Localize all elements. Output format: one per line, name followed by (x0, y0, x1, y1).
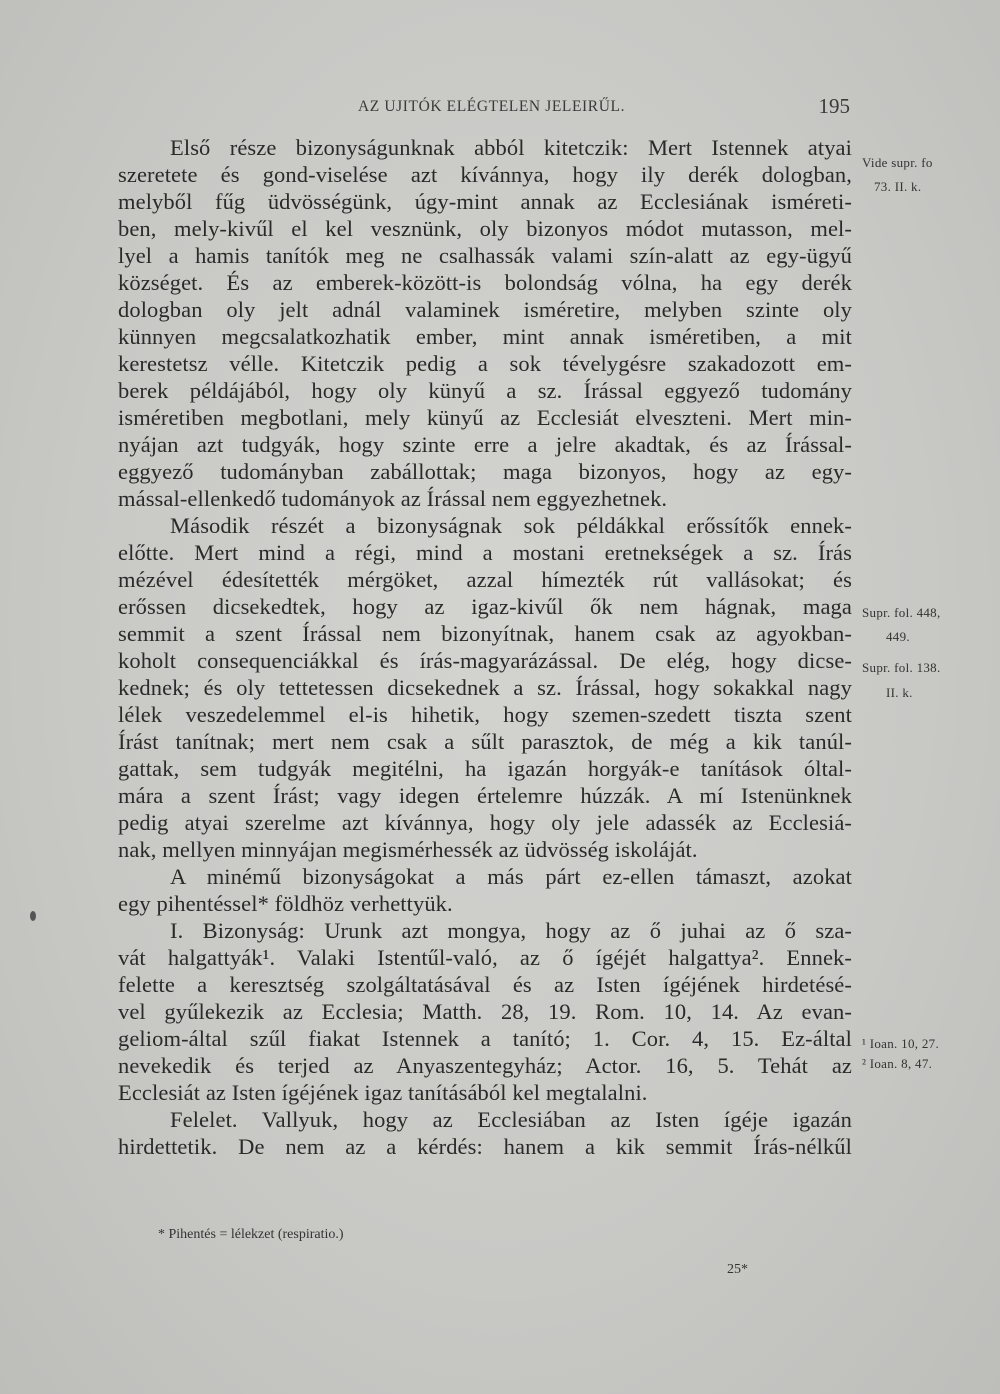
text-line: berek példájából, hogy oly künyű a sz. Írással eggyező tudomány (118, 378, 852, 403)
margin-note: 449. (886, 629, 910, 644)
margin-note: ² Ioan. 8, 47. (862, 1056, 933, 1071)
body-text (118, 134, 852, 1160)
text-line: semmit a szent Írással nem bizonyítnak, hanem csak az agyokban- (118, 621, 852, 646)
text-line: I. Bizonyság: Urunk azt mongya, hogy az ő juhai az ő sza- (170, 918, 852, 943)
margin-note: Vide supr. fo (862, 155, 933, 170)
text-line: künnyen megcsalatkozhatik ember, mint annak isméretiben, a mit (118, 324, 852, 349)
text-line: vát halgattyák¹. Valaki Istentűl-való, az ő ígéjét halgattya². Ennek- (118, 945, 852, 970)
text-line: isméretiben megbotlani, mely künyű az Ecclesiát elveszteni. Mert min- (118, 405, 852, 430)
text-line: hirdettetik. De nem az a kérdés: hanem a kik semmit Írás-nélkűl (118, 1134, 852, 1159)
margin-note: 73. II. k. (874, 179, 922, 194)
text-line: nevekedik és terjed az Anyaszentegyház; Actor. 16, 5. Tehát az (118, 1053, 852, 1078)
text-line: mással-ellenkedő tudományok az Írással nem eggyezhetnek. (118, 486, 668, 511)
text-line: mézével édesítették mérgöket, azzal hímezték rút vallásokat; és (118, 567, 852, 592)
text-line: községet. És az emberek-között-is bolondság vólna, ha egy derék (118, 270, 852, 295)
text-line: vel gyűlekezik az Ecclesia; Matth. 28, 19. Rom. 10, 14. Az evan- (118, 999, 852, 1024)
text-line: kerestetsz vélle. Kitetczik pedig a sok tévelygésre szakadozott em- (118, 351, 852, 376)
text-line: felette a keresztség szolgáltatásával és az Isten ígéjének hirdetésé- (118, 972, 852, 997)
text-line: lélek veszedelemmel el-is hihetik, hogy szemen-szedett tiszta szent (118, 702, 852, 727)
text-line: geliom-által szűl fiakat Istennek a tanító; 1. Cor. 4, 15. Ez-által (118, 1026, 852, 1051)
text-line: Ecclesiát az Isten ígéjének igaz tanításából kel megtalalni. (118, 1080, 648, 1105)
text-line: Felelet. Vallyuk, hogy az Ecclesiában az Isten ígéje igazán (170, 1107, 852, 1132)
text-line: erőssen dicsekedtek, hogy az igaz-kivűl ők nem hágnak, maga (118, 594, 852, 619)
text-line: szeretete és gond-viselése azt kívánnya, hogy ily derék dologban, (118, 162, 852, 187)
text-line: koholt consequenciákkal és írás-magyarázással. De elég, hogy dicse- (118, 648, 852, 673)
text-line: Első része bizonyságunknak abból kitetczik: Mert Istennek atyai (170, 135, 852, 160)
text-line: nyájan azt tudgyák, hogy szinte erre a jelre akadtak, és az Írással- (118, 432, 852, 457)
text-line: eggyező tudományban zabállottak; maga bizonyos, hogy az egy- (118, 459, 852, 484)
text-line: kednek; és oly tettetessen dicsekednek a sz. Írással, hogy sokakkal nagy (118, 675, 852, 700)
ink-speck (30, 911, 36, 921)
text-line: melyből fűg üdvösségünk, úgy-mint annak az Ecclesiának isméreti- (118, 189, 852, 214)
page-header (118, 94, 852, 124)
text-line: egy pihentéssel* földhöz verhettyük. (118, 891, 453, 916)
margin-note: Supr. fol. 448, (862, 605, 941, 620)
text-line: lyel a hamis tanítók meg ne csalhassák valami szín-alatt az egy-ügyű (118, 243, 852, 268)
text-line: ben, mely-kivűl el kel vesznünk, oly bizonyos módot mutasson, mel- (118, 216, 852, 241)
margin-note: II. k. (886, 685, 913, 700)
text-line: gattak, sem tudgyák megitélni, ha igazán horgyák-e tanítások óltal- (118, 756, 852, 781)
running-title: AZ UJITÓK ELÉGTELEN JELEIRŰL. (358, 98, 626, 115)
text-line: pedig atyai szerelme azt kívánnya, hogy oly jele adassék az Ecclesiá- (118, 810, 852, 835)
text-line: előtte. Mert mind a régi, mind a mostani eretnekségek a sz. Írás (118, 540, 852, 565)
text-line: nak, mellyen minnyájan megismérhessék az üdvösség iskoláját. (118, 837, 698, 862)
margin-note: Supr. fol. 138. (862, 660, 941, 675)
text-line: mára a szent Írást; vagy idegen értelemre húzzák. A mí Istenünknek (118, 783, 852, 808)
margin-note: ¹ Ioan. 10, 27. (862, 1036, 939, 1051)
signature-mark: 25* (727, 1262, 748, 1277)
text-line: A minémű bizonyságokat a más párt ez-ellen támaszt, azokat (170, 864, 852, 889)
page-number: 195 (818, 94, 850, 118)
text-line: dologban oly jelt adnál valaminek isméretire, melyben szinte oly (118, 297, 852, 322)
text-line: Írást tanítnak; mert nem csak a sűlt parasztok, de még a kik tanúl- (118, 729, 852, 754)
text-line: Második részét a bizonyságnak sok példákkal erőssítők ennek- (170, 513, 852, 538)
footnote: * Pihentés = lélekzet (respiratio.) (158, 1227, 344, 1242)
